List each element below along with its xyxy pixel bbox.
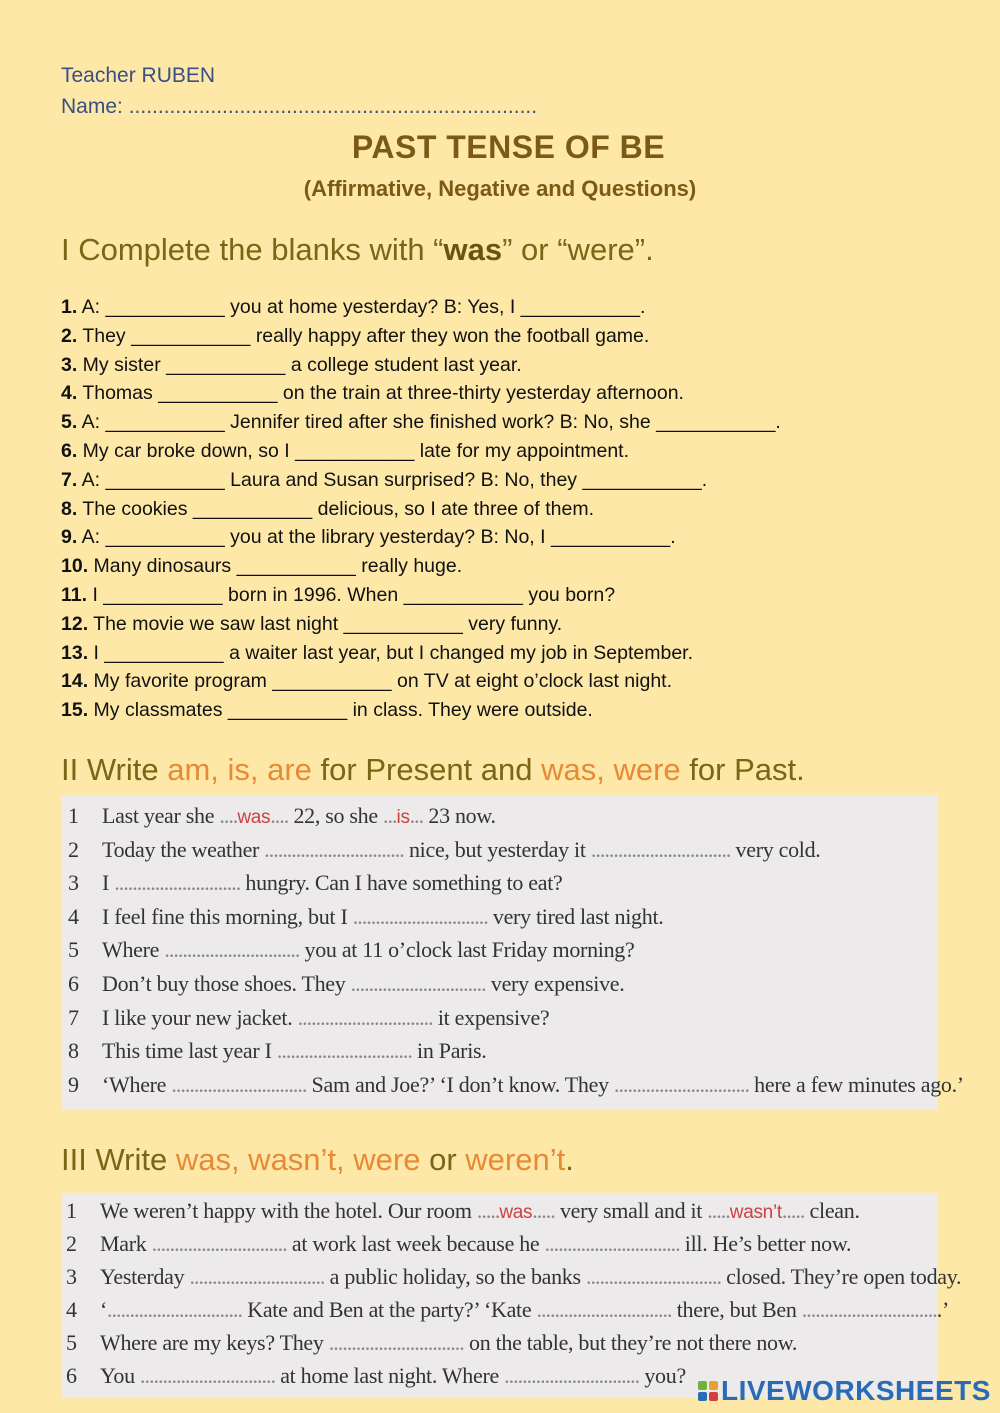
answer-blank[interactable]: .............................. [544,1231,680,1256]
answer-blank[interactable]: ... [383,803,397,828]
exercise1-item [61,409,961,438]
exercise2-row [68,1005,938,1039]
section3-heading-mid: or [420,1142,466,1177]
exercise1-item [61,294,961,323]
section2-heading [61,752,805,788]
item-text[interactable]: My sister ___________ a college student last year. [77,353,522,376]
answer-blank[interactable]: .............................. [164,937,300,963]
section3-heading-end: . [565,1142,574,1177]
exercise1-item [61,611,961,640]
item-text[interactable]: Many dinosaurs ___________ really huge. [88,555,463,578]
name-label: Name: [61,95,129,118]
exercise1-item [61,496,961,525]
answer-blank[interactable]: ............................ [114,870,241,896]
row-text: a public holiday, so the banks [324,1264,586,1289]
row-text: very small and it [554,1198,708,1223]
item-text[interactable]: A: ___________ Laura and Susan surprised? B: No, they ___________. [77,468,708,491]
section3-words-2: weren’t [465,1142,566,1177]
exercise2-row [68,1071,964,1106]
example-answer: was [237,807,271,828]
row-text: there, but Ben [671,1297,802,1322]
row-text: Today the weather [102,836,265,862]
answer-blank[interactable]: .............................. [536,1297,672,1322]
section2-heading-mid: for Present and [311,752,542,787]
item-text[interactable]: The movie we saw last night ___________ very funny. [88,612,563,635]
section3-exercise-box [61,1193,962,1398]
row-text: Last year she [102,803,220,828]
answer-blank[interactable]: .............................. [140,1363,275,1388]
row-text: in Paris. [411,1038,487,1064]
item-number: 4. [61,382,78,405]
row-number: 2 [68,836,79,862]
item-number: 14. [61,670,89,693]
exercise2-row [68,1038,938,1072]
row-text: very tired last night. [487,903,664,929]
section2-heading-text: II Write [61,752,168,787]
answer-blank[interactable]: ............................... [264,836,404,862]
section2-exercise-box [61,795,964,1110]
teacher-name: Teacher RUBEN [61,64,216,87]
section2-past-words: was, were [541,752,681,787]
row-number: 8 [68,1038,79,1064]
row-text: at work last week because he [286,1231,545,1256]
answer-blank[interactable]: .............................. [276,1038,412,1064]
row-number: 3 [66,1264,77,1289]
row-text: This time last year I [102,1038,277,1064]
section3-heading-text: III Write [61,1142,176,1177]
liveworksheets-logo-icon [697,1380,719,1402]
answer-blank[interactable]: .............................. [504,1363,640,1388]
name-field[interactable]: ...................................................................... [128,95,538,118]
row-text: We weren’t happy with the hotel. Our room [100,1198,477,1223]
row-text: .’ [936,1297,949,1322]
row-text: Sam and Joe?’ ‘I don’t know. They [306,1071,614,1097]
row-text: you? [639,1363,686,1388]
answer-blank[interactable]: ............................... [590,836,731,862]
item-text[interactable]: They ___________ really happy after they won the football game. [77,324,650,347]
item-text[interactable]: I ___________ a waiter last year, but I changed my job in September. [88,641,693,664]
exercise2-row [68,904,938,938]
item-number: 10. [61,555,89,578]
item-text[interactable]: A: ___________ Jennifer tired after she finished work? B: No, she ___________. [77,411,781,434]
section2-present-words: am, is, are [167,752,312,787]
answer-blank[interactable]: .............................. [613,1071,749,1097]
exercise3-row [66,1264,962,1297]
row-number: 9 [68,1071,79,1097]
liveworksheets-logo[interactable] [697,1375,991,1407]
row-number: 1 [66,1198,77,1223]
row-text: I [102,870,115,896]
exercise1-item [61,668,961,697]
item-number: 3. [61,353,78,376]
row-text: closed. They’re open today. [720,1264,962,1289]
item-text[interactable]: My favorite program ___________ on TV at eight o’clock last night. [88,670,673,693]
row-text: Where [102,937,165,963]
row-number: 4 [68,903,79,929]
exercise2-row [68,837,938,871]
exercise1-item [61,380,961,409]
row-text: at home last night. Where [275,1363,505,1388]
row-text: ‘Where [102,1071,172,1097]
answer-blank[interactable]: .... [270,803,289,828]
row-text: nice, but yesterday it [403,836,591,862]
item-number: 9. [61,526,78,549]
exercise3-row [66,1231,938,1264]
item-number: 7. [61,468,78,491]
section1-heading [61,232,654,268]
row-text: I like your new jacket. [102,1004,298,1030]
row-number: 2 [66,1231,77,1256]
section3-heading [61,1142,574,1178]
row-text: here a few minutes ago.’ [748,1071,964,1097]
item-number: 12. [61,612,89,635]
section1-heading-bold: was [443,232,503,267]
item-number: 1. [61,296,78,318]
row-number: 5 [66,1330,77,1355]
item-number: 11. [61,583,88,606]
answer-blank[interactable]: .............................. [297,1004,433,1030]
logo-text: LIVEWORKSHEETS [721,1375,991,1406]
row-number: 1 [68,803,79,828]
item-number: 6. [61,439,78,462]
answer-blank[interactable]: .............................. [328,1330,464,1355]
row-text: Where are my keys? They [100,1330,329,1355]
exercise1-item [61,323,961,352]
row-text: you at 11 o’clock last Friday morning? [299,937,635,963]
answer-blank[interactable]: .............................. [350,970,486,996]
section1-list [61,294,961,726]
item-text[interactable]: Thomas ___________ on the train at three-thirty yesterday afternoon. [77,382,684,405]
row-text: Yesterday [100,1264,190,1289]
answer-blank[interactable]: .............................. [585,1264,721,1289]
exercise2-row [68,803,938,837]
row-number: 4 [66,1297,77,1322]
exercise1-item [61,582,961,611]
exercise3-row [66,1198,938,1231]
item-text[interactable]: The cookies ___________ delicious, so I ate three of them. [77,497,594,520]
exercise1-item [61,467,961,496]
row-text: Don’t buy those shoes. They [102,970,351,996]
row-number: 3 [68,870,79,896]
exercise1-item [61,553,961,582]
exercise2-row [68,971,938,1005]
row-text: You [100,1363,140,1388]
item-number: 5. [61,411,78,434]
row-text: 23 now. [423,803,496,828]
answer-blank[interactable]: .............................. [171,1071,307,1097]
row-text: very cold. [730,836,821,862]
section2-heading-end: for Past. [680,752,805,787]
exercise2-row [68,870,938,904]
answer-blank[interactable]: .............................. [801,1297,937,1322]
answer-blank[interactable]: ..... [781,1198,805,1223]
row-text: it expensive? [432,1004,550,1030]
item-number: 13. [61,641,89,664]
answer-blank[interactable]: ..... [707,1198,730,1223]
exercise3-row [66,1330,938,1363]
row-text: 22, so she [288,803,384,828]
example-answer: was [499,1202,533,1223]
row-number: 6 [66,1363,77,1388]
exercise2-row [68,937,938,971]
item-number: 15. [61,699,89,722]
name-line [61,95,537,119]
section3-words-1: was, wasn’t, were [175,1142,421,1177]
exercise1-item [61,640,961,669]
section3-list [61,1193,962,1396]
exercise1-item [61,697,961,726]
item-text[interactable]: A: ___________ you at the library yesterday? B: No, I ___________. [77,526,676,549]
item-text[interactable]: My car broke down, so I ___________ late for my appointment. [77,439,629,462]
item-text[interactable]: My classmates ___________ in class. They were outside. [88,699,593,722]
row-text: ill. He’s better now. [679,1231,852,1256]
row-number: 6 [68,970,79,996]
section1-heading-text: I Complete the blanks with “ [61,232,444,267]
worksheet-title: PAST TENSE OF BE [351,129,666,165]
answer-blank[interactable]: ..... [476,1198,500,1223]
answer-blank[interactable]: .............................. [151,1231,287,1256]
row-text: very expensive. [485,970,625,996]
example-answer: is [396,807,410,828]
row-text: Mark [100,1231,152,1256]
row-text: I feel fine this morning, but I [102,903,353,929]
row-text: ‘ [100,1297,108,1322]
item-text[interactable]: A: ___________ you at home yesterday? B: Yes, I ___________. [77,296,646,318]
item-number: 8. [61,497,78,520]
example-answer: wasn’t [729,1202,782,1223]
exercise1-item [61,352,961,381]
answer-blank[interactable]: ..... [532,1198,555,1223]
answer-blank[interactable]: .............................. [189,1264,325,1289]
exercise1-item [61,524,961,553]
item-number: 2. [61,324,78,347]
row-text: Kate and Ben at the party?’ ‘Kate [242,1297,537,1322]
section1-heading-text-end: ” or “were”. [502,232,654,267]
answer-blank[interactable]: ... [409,803,424,828]
row-text: clean. [804,1198,860,1223]
exercise1-item [61,438,961,467]
worksheet-subtitle: (Affirmative, Negative and Questions) [303,176,697,201]
answer-blank[interactable]: .............................. [352,903,488,929]
row-text: hungry. Can I have something to eat? [240,870,563,896]
row-number: 7 [68,1004,79,1030]
exercise3-row [66,1297,949,1330]
answer-blank[interactable]: .............................. [107,1297,243,1322]
section2-list [61,795,964,1105]
row-text: on the table, but they’re not there now. [463,1330,798,1355]
row-number: 5 [68,937,79,963]
answer-blank[interactable]: .... [219,803,238,828]
item-text[interactable]: I ___________ born in 1996. When ___________ you born? [87,583,616,606]
